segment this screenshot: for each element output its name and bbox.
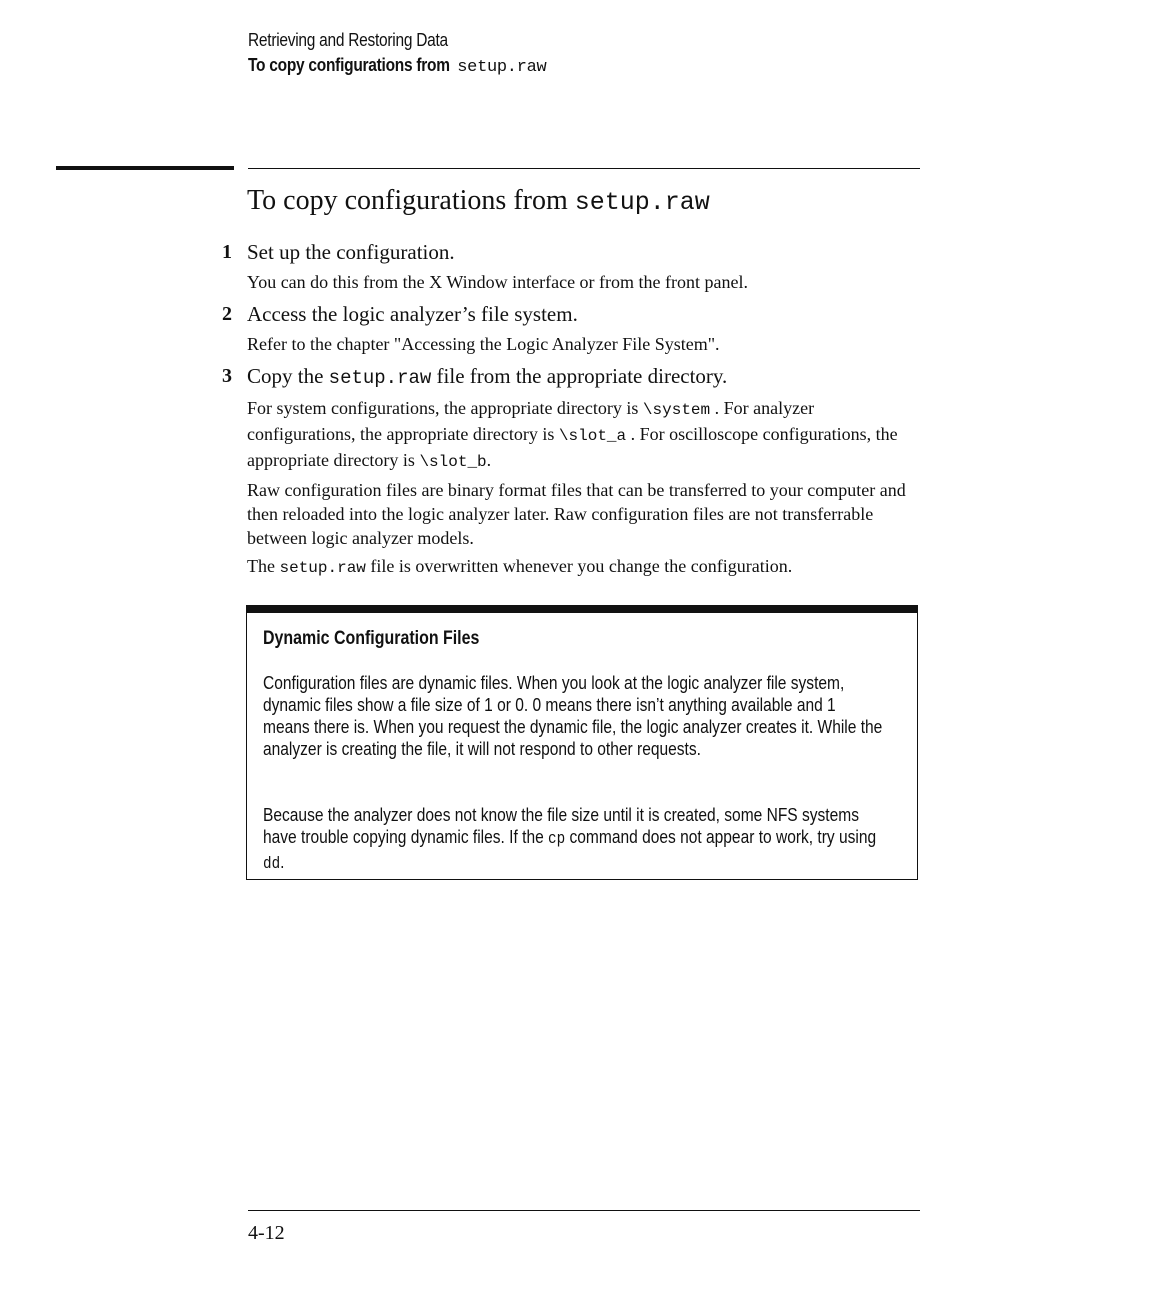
step-body-overwrite bbox=[247, 554, 920, 580]
steps-list bbox=[220, 238, 920, 584]
text: file is overwritten whenever you change the configuration. bbox=[370, 556, 793, 576]
code-setup-raw: setup.raw bbox=[279, 559, 366, 577]
running-head bbox=[248, 28, 546, 81]
text: . For oscilloscope configurations, the appropriate directory is bbox=[247, 424, 898, 470]
section-rule-thick bbox=[56, 166, 234, 170]
step-title-code: setup.raw bbox=[328, 367, 432, 389]
text: For system configurations, the appropriate directory is bbox=[247, 398, 639, 418]
page-title-text: To copy configurations from bbox=[247, 185, 568, 216]
text: . bbox=[280, 851, 285, 872]
step-number: 1 bbox=[222, 241, 232, 263]
text: command does not appear to work, try using bbox=[569, 826, 877, 847]
text: Because the analyzer does not know the file size until it is created, some NFS systems have trouble copying dynamic files. If the bbox=[263, 804, 859, 847]
step-body: Refer to the chapter "Accessing the Logic Analyzer File System". bbox=[247, 334, 720, 354]
step-title-before: Copy the bbox=[247, 364, 324, 388]
running-head-chapter: Retrieving and Restoring Data bbox=[248, 30, 448, 50]
note-box bbox=[246, 605, 918, 880]
note-paragraph-2 bbox=[263, 804, 885, 876]
running-head-section bbox=[248, 52, 546, 81]
step-body-directories bbox=[247, 396, 920, 474]
note-title: Dynamic Configuration Files bbox=[263, 628, 480, 649]
step-body: You can do this from the X Window interface or from the front panel. bbox=[247, 272, 748, 292]
step-1 bbox=[220, 238, 920, 294]
code-cp: cp bbox=[548, 830, 566, 849]
code-system: \system bbox=[642, 401, 711, 419]
running-head-section-code: setup.raw bbox=[457, 58, 547, 77]
footer-rule bbox=[248, 1210, 920, 1211]
step-title: Access the logic analyzer’s file system. bbox=[247, 302, 578, 326]
step-number: 2 bbox=[222, 303, 232, 325]
code-dd: dd bbox=[263, 855, 281, 874]
code-slot-a: \slot_a bbox=[558, 427, 627, 445]
running-head-section-text: To copy configurations from bbox=[248, 55, 450, 75]
step-number: 3 bbox=[222, 365, 232, 387]
text: The bbox=[247, 556, 275, 576]
page-number: 4-12 bbox=[248, 1222, 285, 1244]
step-2 bbox=[220, 300, 920, 356]
text: . For analyzer configurations, the appropriate directory is bbox=[247, 398, 815, 444]
note-paragraph-1: Configuration files are dynamic files. When you look at the logic analyzer file system, dynamic files show a file size of 1 or 0. 0 means there isn’t anything available and 1 means there is. When you request the dynamic file, the logic analyzer creates it. While the analyzer is creating the file, it will not respond to other requests. bbox=[263, 672, 883, 759]
page-title-code: setup.raw bbox=[574, 188, 710, 217]
page-title bbox=[247, 182, 710, 222]
text: . bbox=[486, 450, 492, 470]
step-3 bbox=[220, 362, 920, 580]
step-title-after: file from the appropriate directory. bbox=[436, 364, 728, 388]
section-rule-thin bbox=[248, 168, 920, 169]
code-slot-b: \slot_b bbox=[419, 453, 487, 471]
step-title bbox=[247, 362, 920, 392]
step-title: Set up the configuration. bbox=[247, 240, 455, 264]
step-body-raw-files: Raw configuration files are binary format files that can be transferred to your computer and then reloaded into the logic analyzer later. Raw configuration files are not transferrable between logic analyzer models. bbox=[247, 480, 906, 548]
